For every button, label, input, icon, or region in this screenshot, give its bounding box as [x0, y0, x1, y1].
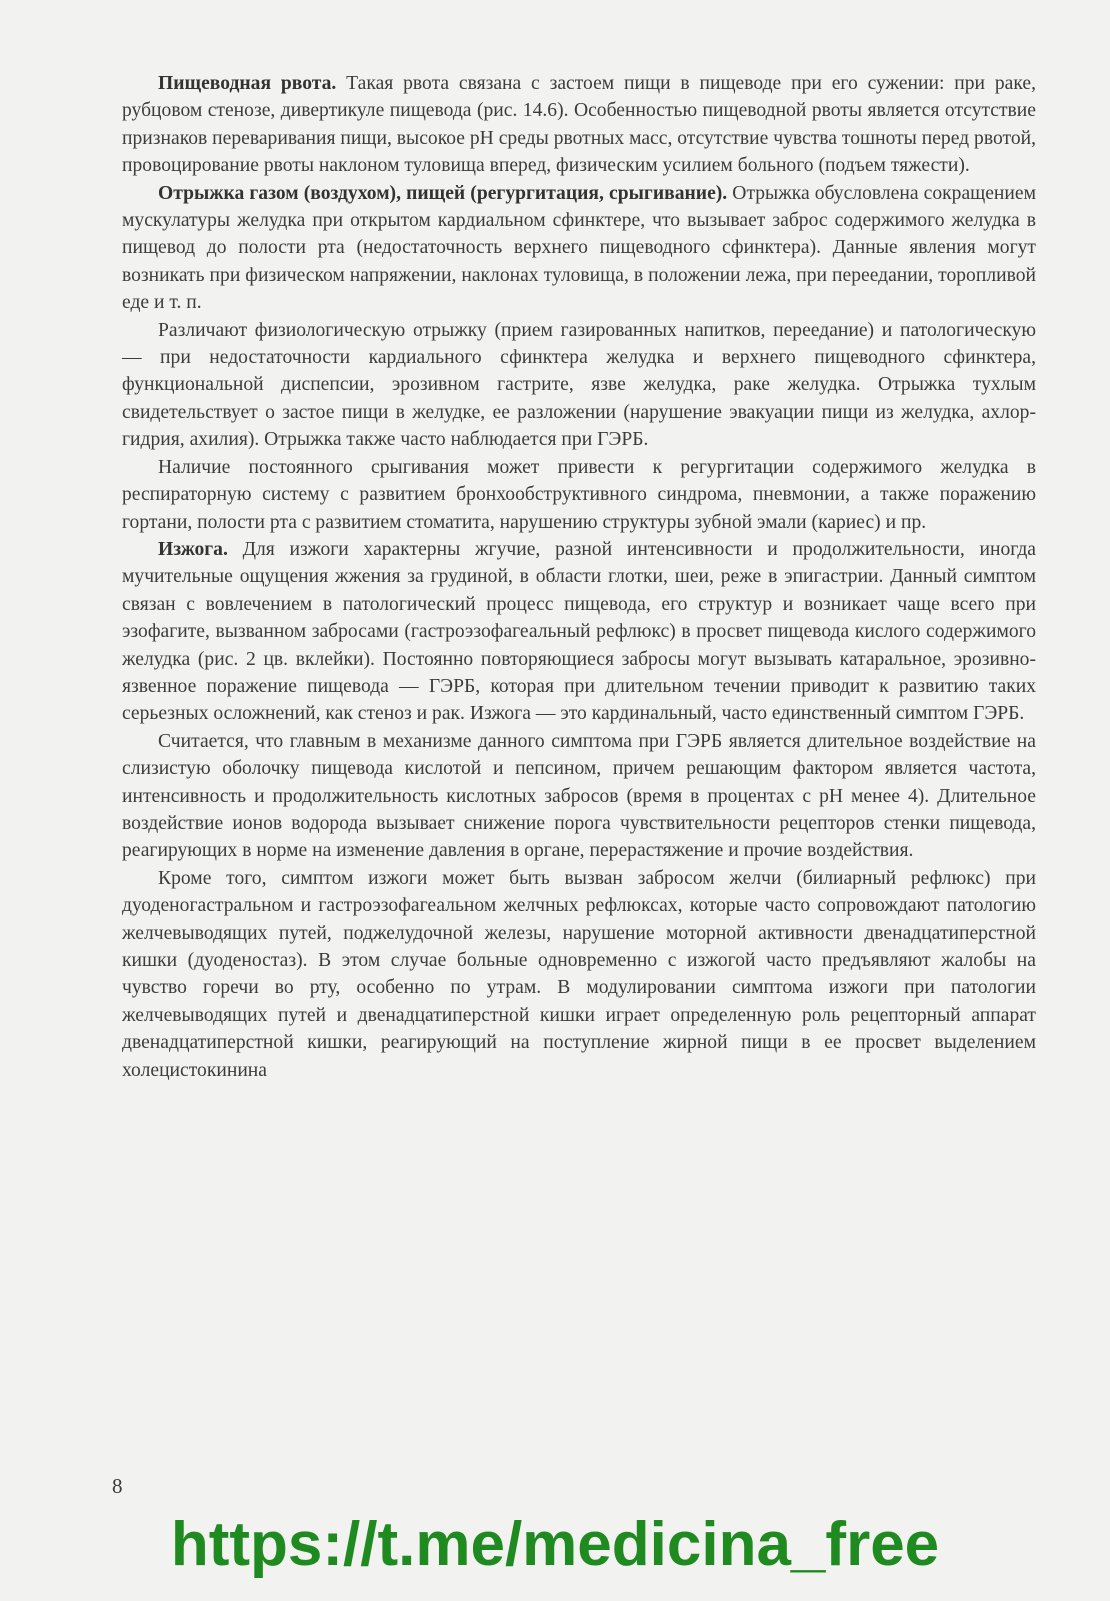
paragraph-text: Различают физиологическую отрыжку (прием газированных напитков, переедание) и патологическую — при недостаточности кардиального сфинктера желудка и верхнего пищеводного сфинктера, функциональной диспепсии, эрозивном гастрите, язве желудка, раке желудка. Отрыжка тухлым свидетельствует о застое пищи в желудке, ее разложении (нарушение эвакуации пищи из желудка, ахлоргидрия, ахилия). Отрыжка также часто наблюдается при ГЭРБ. — [122, 319, 1036, 451]
paragraph-heartburn — [122, 536, 1036, 728]
paragraph-text: Отрыжка обусловлена сокращением мускулатуры желудка при открытом кардиальном сфинктере, что вызывает заброс содержимого желудка в пищевод до полости рта (недостаточность верхнего пищеводного сфинктера). Данные явления могут возникать при физическом напряжении, наклонах туловища, в положении лежа, при переедании, торопливой еде и т. п. — [122, 182, 1036, 314]
paragraph-regurgitation — [122, 454, 1036, 536]
paragraph-text: Такая рвота связана с застоем пищи в пищеводе при его сужении: при раке, рубцовом стенозе, дивертикуле пищевода (рис. 14.6). Особенностью пищеводной рвоты является отсутствие признаков переваривания пищи, высокое pH среды рвотных масс, отсутствие чувства тошноты перед рвотой, провоцирование рвоты наклоном туловища вперед, физическим усилием больного (подъем тяжести). — [122, 73, 1036, 177]
heading-heartburn: Изжога. — [158, 538, 228, 560]
paragraph-bile-reflux — [122, 865, 1036, 1084]
page-number: 8 — [112, 1474, 123, 1498]
paragraph-text: Для изжоги характерны жгучие, разной интенсивности и продолжительности, иногда мучительные ощущения жжения за грудиной, в области глотки, шеи, реже в эпигастрии. Данный симптом связан с вовлечением в патологический процесс пищевода, его структур и возникает чаще всего при эзофагите, вызванном забросами (гастроэзофагеальный рефлюкс) в просвет пищевода кислого содержимого желудка (рис. 2 цв. вклейки). Постоянно повторяющиеся забросы могут вызывать катаральное, эрозивно-язвенное поражение пищевода — ГЭРБ, которая при длительном течении приводит к развитию таких серьезных осложнений, как стеноз и рак. Изжога — это кардинальный, часто единственный симптом ГЭРБ. — [122, 538, 1036, 725]
heading-esophageal-vomiting: Пищеводная рвота. — [158, 73, 337, 94]
heading-belching: Отрыжка газом (воздухом), пищей (регургитация, срыгивание). — [158, 182, 728, 204]
paragraph-text: Считается, что главным в механизме данного симптома при ГЭРБ является длительное воздействие на слизистую оболочку пищевода кислотой и пепсином, причем решающим фактором является частота, интенсивность и продолжительность кислотных забросов (время в процентах с pH менее 4). Длительное воздействие ионов водорода вызывает снижение порога чувствительности рецепторов стенки пищевода, реагирующих в норме на изменение давления в органе, перерастяжение и прочие воздействия. — [122, 730, 1036, 862]
telegram-channel-link[interactable]: https://t.me/medicina_free — [170, 1510, 940, 1579]
paragraph-mechanism — [122, 728, 1036, 865]
paragraph-belching — [122, 180, 1036, 317]
paragraph-esophageal-vomiting — [122, 70, 1036, 180]
paragraph-text: Кроме того, симптом изжоги может быть вызван забросом желчи (билиарный рефлюкс) при дуоденогастральном и гастроэзофагеальном желчных рефлюксах, которые часто сопровождают патологию желчевыводящих путей, поджелудочной железы, нарушение моторной активности двенадцатиперстной кишки (дуоденостаз). В этом случае больные одновременно с изжогой часто предъявляют жалобы на чувство горечи во рту, особенно по утрам. В модулировании симптома изжоги при патологии желчевыводящих путей и двенадцатиперстной кишки играет определенную роль рецепторный аппарат двенадцатиперстной кишки, реагирующий на поступление жирной пищи в ее просвет выделением холецистокинина — [122, 867, 1036, 1081]
body-text — [122, 70, 1036, 1084]
paragraph-belching-types — [122, 317, 1036, 454]
paragraph-text: Наличие постоянного срыгивания может привести к регургитации содержимого желудка в респираторную систему с развитием бронхообструктивного синдрома, пневмонии, а также поражению гортани, полости рта с развитием стоматита, нарушению структуры зубной эмали (кариес) и пр. — [122, 456, 1036, 533]
